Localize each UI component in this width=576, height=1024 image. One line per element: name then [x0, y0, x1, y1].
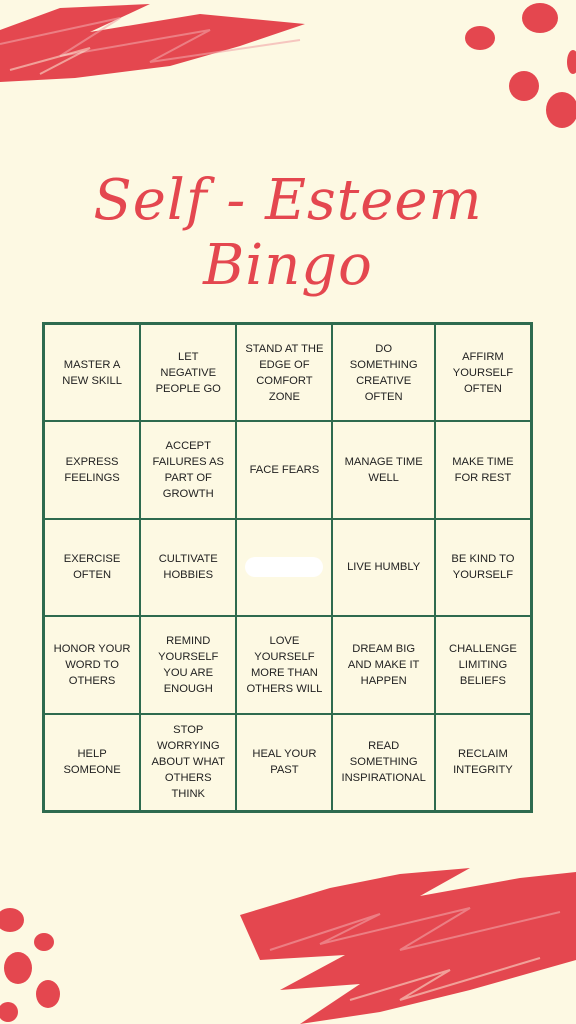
bingo-cell[interactable]: RECLAIM INTEGRITY	[435, 714, 531, 811]
bingo-cell[interactable]: HONOR YOUR WORD TO OTHERS	[44, 616, 140, 713]
bingo-cell[interactable]: AFFIRM YOURSELF OFTEN	[435, 324, 531, 421]
bingo-cell[interactable]: LIVE HUMBLY	[332, 519, 434, 616]
bingo-cell[interactable]: DO SOMETHING CREATIVE OFTEN	[332, 324, 434, 421]
bingo-cell[interactable]: BE KIND TO YOURSELF	[435, 519, 531, 616]
bingo-cell[interactable]: ACCEPT FAILURES AS PART OF GROWTH	[140, 421, 236, 518]
bingo-cell[interactable]: MASTER A NEW SKILL	[44, 324, 140, 421]
bingo-cell[interactable]: CULTIVATE HOBBIES	[140, 519, 236, 616]
bingo-cell[interactable]: EXPRESS FEELINGS	[44, 421, 140, 518]
page-title: Self - Esteem Bingo	[93, 168, 483, 298]
bingo-cell[interactable]: STOP WORRYING ABOUT WHAT OTHERS THINK	[140, 714, 236, 811]
bingo-cell[interactable]: CHALLENGE LIMITING BELIEFS	[435, 616, 531, 713]
bingo-free-cell[interactable]	[236, 519, 332, 616]
bingo-cell[interactable]: DREAM BIG AND MAKE IT HAPPEN	[332, 616, 434, 713]
bingo-cell[interactable]: STAND AT THE EDGE OF COMFORT ZONE	[236, 324, 332, 421]
bingo-cell[interactable]: LOVE YOURSELF MORE THAN OTHERS WILL	[236, 616, 332, 713]
free-space-mark	[245, 557, 323, 577]
bingo-cell[interactable]: HEAL YOUR PAST	[236, 714, 332, 811]
bingo-cell[interactable]: READ SOMETHING INSPIRATIONAL	[332, 714, 434, 811]
bingo-cell[interactable]: MAKE TIME FOR REST	[435, 421, 531, 518]
bingo-grid	[42, 322, 533, 813]
bingo-cell[interactable]: HELP SOMEONE	[44, 714, 140, 811]
bingo-cell[interactable]: LET NEGATIVE PEOPLE GO	[140, 324, 236, 421]
bingo-cell[interactable]: FACE FEARS	[236, 421, 332, 518]
bingo-cell[interactable]: REMIND YOURSELF YOU ARE ENOUGH	[140, 616, 236, 713]
bingo-cell[interactable]: EXERCISE OFTEN	[44, 519, 140, 616]
bingo-cell[interactable]: MANAGE TIME WELL	[332, 421, 434, 518]
